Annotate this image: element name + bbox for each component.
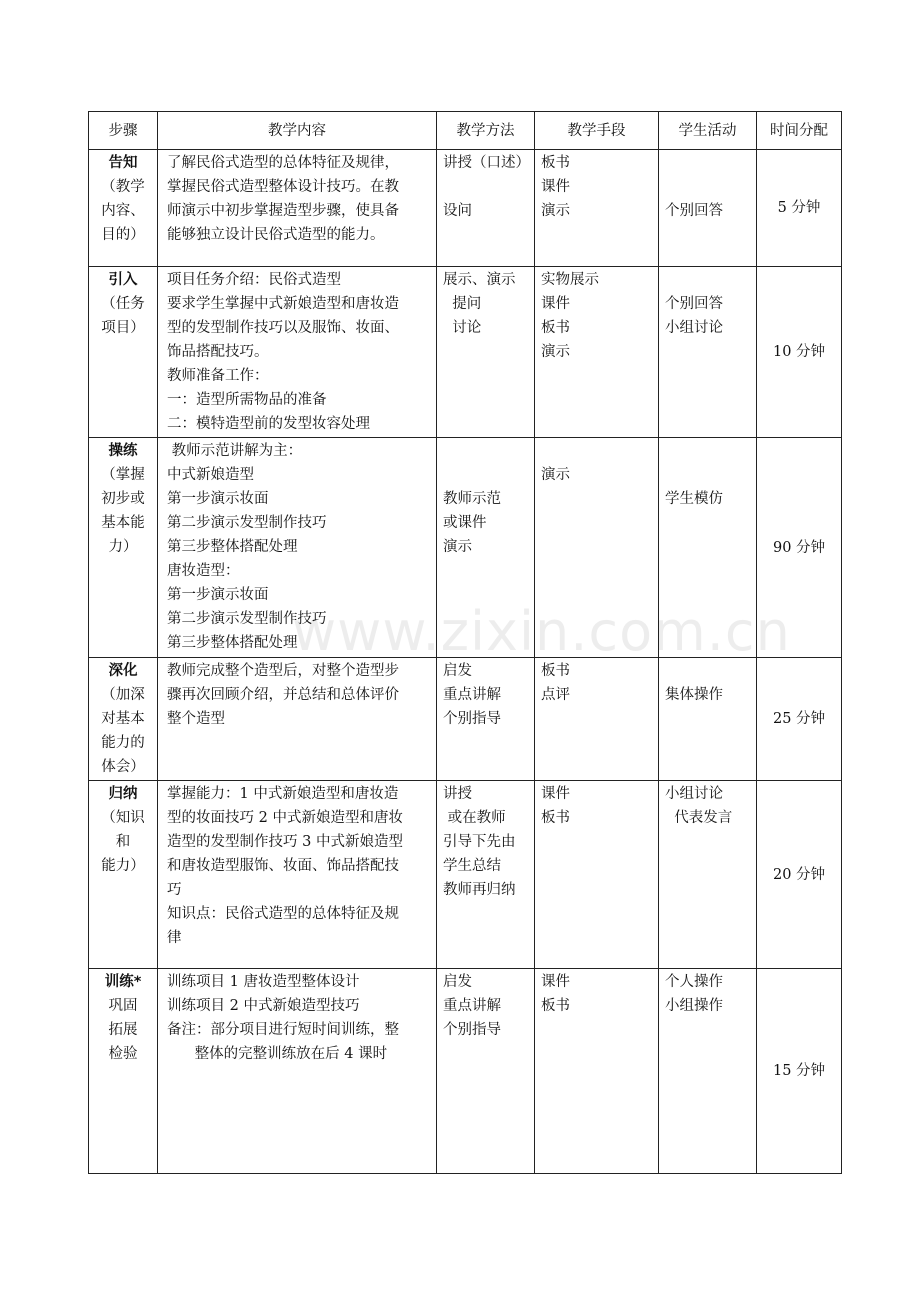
content-line: 一：造型所需物品的准备 <box>167 392 327 408</box>
step-sub-line: 拓展 <box>108 1022 138 1038</box>
content-cell <box>158 658 437 781</box>
time-cell: 15 分钟 <box>757 969 842 1174</box>
content-line: 整个造型 <box>167 711 225 727</box>
step-sub-line: （掌握 <box>101 467 145 483</box>
content-line: 第三步整体搭配处理 <box>167 539 298 555</box>
activity-line: 学生模仿 <box>665 491 723 507</box>
means-cell <box>535 150 659 267</box>
step-cell <box>89 267 158 438</box>
lesson-plan-table <box>88 111 842 1174</box>
step-sub-line: 基本能 <box>101 515 145 531</box>
content-line: 了解民俗式造型的总体特征及规律， <box>167 155 399 171</box>
content-cell <box>158 267 437 438</box>
content-line: 掌握能力：1 中式新娘造型和唐妆造 <box>167 786 399 802</box>
method-line: 学生总结 <box>443 858 501 874</box>
means-line: 板书 <box>541 320 570 336</box>
means-line <box>541 439 652 463</box>
time-cell: 10 分钟 <box>757 267 842 438</box>
content-line: 教师示范讲解为主： <box>167 443 303 459</box>
content-line: 巧 <box>167 882 182 898</box>
content-line: 型的妆面技巧 2 中式新娘造型和唐妆 <box>167 810 403 826</box>
means-cell <box>535 969 659 1174</box>
activity-cell <box>659 781 757 969</box>
step-title: 深化 <box>108 663 138 679</box>
content-line: 备注：部分项目进行短时间训练，整 <box>167 1022 399 1038</box>
means-cell <box>535 267 659 438</box>
content-line: 教师准备工作： <box>167 368 269 384</box>
method-line: 个别指导 <box>443 1022 501 1038</box>
method-cell <box>437 150 535 267</box>
method-cell <box>437 267 535 438</box>
table-row <box>89 150 842 267</box>
table-row <box>89 781 842 969</box>
method-cell <box>437 969 535 1174</box>
means-line: 点评 <box>541 687 570 703</box>
method-line <box>443 463 528 487</box>
method-line: 引导下先由 <box>443 834 516 850</box>
content-line: 唐妆造型： <box>167 563 240 579</box>
step-title: 告知 <box>108 155 138 171</box>
method-line: 讨论 <box>443 320 482 336</box>
content-cell <box>158 150 437 267</box>
means-line: 板书 <box>541 155 570 171</box>
activity-line: 代表发言 <box>665 810 733 826</box>
method-line: 讲授 <box>443 786 472 802</box>
method-line: 教师示范 <box>443 491 501 507</box>
step-sub-line: 和 <box>115 834 131 850</box>
means-line: 课件 <box>541 296 570 312</box>
step-sub-line: 能力） <box>101 858 145 874</box>
method-line: 提问 <box>443 296 482 312</box>
table-row <box>89 658 842 781</box>
content-line: 教师完成整个造型后，对整个造型步 <box>167 663 399 679</box>
method-line <box>443 439 528 463</box>
step-title: 归纳 <box>108 786 138 802</box>
step-sub-line: （任务 <box>101 296 145 312</box>
means-line: 板书 <box>541 663 570 679</box>
content-cell <box>158 438 437 658</box>
content-line: 掌握民俗式造型整体设计技巧。在教 <box>167 179 399 195</box>
means-cell <box>535 658 659 781</box>
method-line: 设问 <box>443 203 472 219</box>
activity-line: 集体操作 <box>665 687 723 703</box>
content-line: 项目任务介绍：民俗式造型 <box>167 272 341 288</box>
table-row <box>89 438 842 658</box>
content-line: 第二步演示发型制作技巧 <box>167 611 327 627</box>
time-cell: 20 分钟 <box>757 781 842 969</box>
activity-line: 个别回答 <box>665 296 723 312</box>
header-time: 时间分配 <box>757 112 842 150</box>
header-method: 教学方法 <box>437 112 535 150</box>
method-line: 教师再归纳 <box>443 882 516 898</box>
step-sub-line: 检验 <box>108 1046 138 1062</box>
method-line: 重点讲解 <box>443 687 501 703</box>
activity-cell <box>659 969 757 1174</box>
step-sub-line: （知识 <box>101 810 145 826</box>
activity-cell <box>659 658 757 781</box>
watermark: www.zixin.com.cn <box>292 600 791 663</box>
content-line: 师演示中初步掌握造型步骤，使具备 <box>167 203 399 219</box>
method-line: 个别指导 <box>443 711 501 727</box>
step-sub-line: 对基本 <box>101 711 145 727</box>
means-line: 课件 <box>541 786 570 802</box>
content-line: 造型的发型制作技巧 3 中式新娘造型 <box>167 834 403 850</box>
activity-line <box>665 175 750 199</box>
method-cell <box>437 438 535 658</box>
header-step: 步骤 <box>89 112 158 150</box>
method-line: 启发 <box>443 974 472 990</box>
time-cell: 5 分钟 <box>757 150 842 267</box>
means-line: 课件 <box>541 974 570 990</box>
content-line: 饰品搭配技巧。 <box>167 344 269 360</box>
method-line: 或课件 <box>443 515 487 531</box>
content-line: 型的发型制作技巧以及服饰、妆面、 <box>167 320 399 336</box>
activity-line <box>665 268 750 292</box>
table-row <box>89 267 842 438</box>
activity-line <box>665 439 750 463</box>
step-sub-line: 力） <box>108 539 138 555</box>
content-line: 中式新娘造型 <box>167 467 254 483</box>
step-sub-line: 初步或 <box>101 491 145 507</box>
content-line: 第一步演示妆面 <box>167 491 269 507</box>
means-line: 板书 <box>541 998 570 1014</box>
activity-line: 小组操作 <box>665 998 723 1014</box>
activity-line <box>665 151 750 175</box>
step-sub-line: （教学 <box>101 179 145 195</box>
header-activity: 学生活动 <box>659 112 757 150</box>
content-line: 整体的完整训练放在后 4 课时 <box>167 1046 388 1062</box>
method-cell <box>437 781 535 969</box>
content-line: 要求学生掌握中式新娘造型和唐妆造 <box>167 296 399 312</box>
step-cell <box>89 150 158 267</box>
content-line: 训练项目 2 中式新娘造型技巧 <box>167 998 360 1014</box>
content-line: 能够独立设计民俗式造型的能力。 <box>167 227 385 243</box>
step-cell <box>89 438 158 658</box>
content-line: 二：模特造型前的发型妆容处理 <box>167 416 370 432</box>
method-cell <box>437 658 535 781</box>
content-line: 训练项目 1 唐妆造型整体设计 <box>167 974 360 990</box>
time-cell: 25 分钟 <box>757 658 842 781</box>
activity-line: 小组讨论 <box>665 786 723 802</box>
activity-line: 小组讨论 <box>665 320 723 336</box>
content-line: 第三步整体搭配处理 <box>167 635 298 651</box>
activity-line: 个人操作 <box>665 974 723 990</box>
step-title: 训练* <box>104 974 142 990</box>
step-sub-line: 能力的 <box>101 735 145 751</box>
content-cell <box>158 969 437 1174</box>
means-line: 板书 <box>541 810 570 826</box>
method-line: 演示 <box>443 539 472 555</box>
activity-line: 个别回答 <box>665 203 723 219</box>
content-line: 第二步演示发型制作技巧 <box>167 515 327 531</box>
content-line: 和唐妆造型服饰、妆面、饰品搭配技 <box>167 858 399 874</box>
method-line: 展示、演示 <box>443 272 516 288</box>
step-title: 操练 <box>108 443 138 459</box>
step-cell <box>89 969 158 1174</box>
content-line: 第一步演示妆面 <box>167 587 269 603</box>
header-row <box>89 112 842 150</box>
method-line: 启发 <box>443 663 472 679</box>
means-line: 演示 <box>541 467 570 483</box>
content-line: 骤再次回顾介绍，并总结和总体评价 <box>167 687 399 703</box>
method-line: 或在教师 <box>443 810 506 826</box>
activity-line <box>665 463 750 487</box>
means-cell <box>535 781 659 969</box>
content-cell <box>158 781 437 969</box>
means-line: 演示 <box>541 344 570 360</box>
step-cell <box>89 781 158 969</box>
content-line: 知识点：民俗式造型的总体特征及规 <box>167 906 399 922</box>
step-title: 引入 <box>108 272 138 288</box>
activity-cell <box>659 438 757 658</box>
activity-cell <box>659 267 757 438</box>
step-sub-line: 项目） <box>101 320 145 336</box>
means-line: 实物展示 <box>541 272 599 288</box>
step-sub-line: 体会） <box>101 759 145 775</box>
activity-cell <box>659 150 757 267</box>
content-line: 律 <box>167 930 182 946</box>
method-line <box>443 175 528 199</box>
means-line: 课件 <box>541 179 570 195</box>
method-line: 讲授（口述） <box>443 155 530 171</box>
time-cell: 90 分钟 <box>757 438 842 658</box>
table-row <box>89 969 842 1174</box>
step-sub-line: （加深 <box>101 687 145 703</box>
means-cell <box>535 438 659 658</box>
step-sub-line: 内容、 <box>101 203 145 219</box>
step-sub-line: 目的） <box>101 227 145 243</box>
step-cell <box>89 658 158 781</box>
method-line: 重点讲解 <box>443 998 501 1014</box>
header-content: 教学内容 <box>158 112 437 150</box>
step-sub-line: 巩固 <box>108 998 138 1014</box>
header-means: 教学手段 <box>535 112 659 150</box>
activity-line <box>665 659 750 683</box>
means-line: 演示 <box>541 203 570 219</box>
